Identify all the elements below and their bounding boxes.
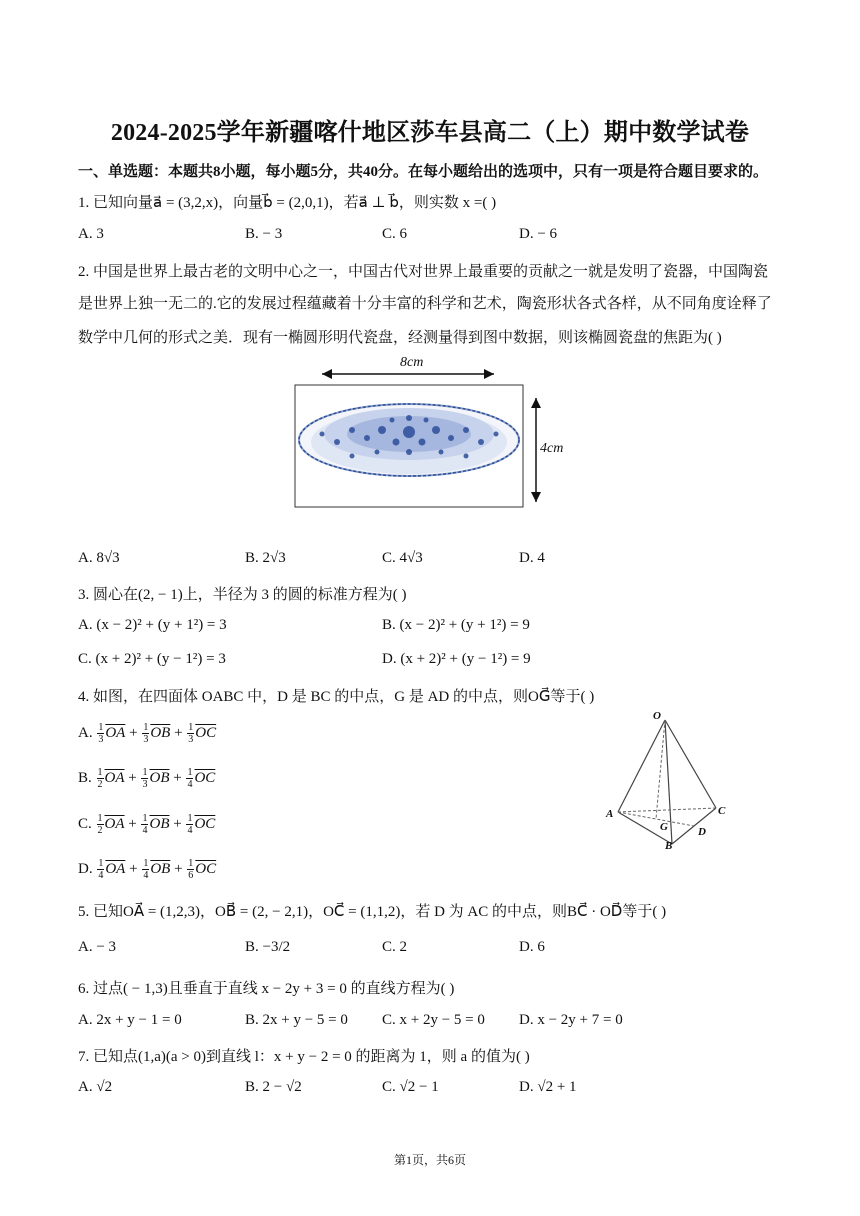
question-7-stem: 7. 已知点(1,a)(a > 0)到直线 l：x + y − 2 = 0 的距离为 1，则 a 的值为( ) [78, 1049, 530, 1065]
edge-OA [618, 720, 665, 812]
q4-option-d-label: D. [78, 860, 93, 877]
q1-option-d: D. − 6 [519, 226, 558, 242]
plate-svg [292, 352, 582, 512]
height-arrow-head-bottom [531, 492, 541, 502]
q4c-frac-2: $\frac{1}{4}$ [142, 813, 148, 836]
q4b-frac-3: $\frac{1}{4}$ [187, 767, 193, 790]
q4d-frac-3: $\frac{1}{6}$ [188, 858, 194, 881]
q4b-frac-1: $\frac{1}{2}$ [97, 767, 103, 790]
q7-option-b: B. 2 − √2 [245, 1079, 302, 1095]
q5-option-c: C. 2 [382, 939, 408, 955]
vertex-label-O: O [653, 710, 661, 722]
q2-option-d: D. 4 [519, 550, 545, 566]
q6-option-a: A. 2x + y − 1 = 0 [78, 1012, 182, 1028]
width-arrow-head-right [484, 369, 494, 379]
question-2-line-3: 数学中几何的形式之美．现有一椭圆形明代瓷盘，经测量得到图中数据，则该椭圆瓷盘的焦距为( ) [78, 330, 722, 346]
q3-option-d: D. (x + 2)² + (y − 1²) = 9 [382, 651, 531, 667]
question-2-line-1: 2. 中国是世界上最古老的文明中心之一，中国古代对世界上最重要的贡献之一就是发明了瓷器，中国陶瓷 [78, 264, 769, 280]
edge-AC-hidden [618, 808, 716, 812]
vertex-label-B: B [665, 840, 673, 852]
q1-option-b: B. − 3 [245, 226, 283, 242]
question-6-stem: 6. 过点( − 1,3)且垂直于直线 x − 2y + 3 = 0 的直线方程为( ) [78, 981, 455, 997]
width-label: 8cm [400, 355, 424, 370]
q3-option-a: A. (x − 2)² + (y + 1²) = 3 [78, 617, 227, 633]
q4-option-b-label: B. [78, 769, 92, 786]
height-label: 4cm [540, 441, 564, 456]
vertex-label-A: A [606, 808, 614, 820]
q3-option-b: B. (x − 2)² + (y + 1²) = 9 [382, 617, 530, 633]
question-1-stem: 1. 已知向量a⃗ = (3,2,x)，向量b⃗ = (2,0,1)，若a⃗ ⊥ b⃗，则实数 x =( ) [78, 195, 497, 211]
q6-option-d: D. x − 2y + 7 = 0 [519, 1012, 623, 1028]
q4a-frac-1: $\frac{1}{3}$ [98, 722, 104, 745]
q4a-frac-2: $\frac{1}{3}$ [143, 722, 149, 745]
q7-option-c: C. √2 − 1 [382, 1079, 439, 1095]
point-label-D: D [698, 826, 706, 838]
tetrahedron-figure [598, 708, 738, 858]
q4-option-b: B. $\frac{1}{2}$ $\overline{OA}$ + $\frac{1}{3}$ $\overline{OB}$ + $\frac{1}{4}$ $\overline{OC}$ [78, 767, 216, 790]
question-4-stem: 4. 如图，在四面体 OABC 中，D 是 BC 的中点，G 是 AD 的中点，则OG⃗等于( ) [78, 689, 595, 705]
q4c-frac-3: $\frac{1}{4}$ [187, 813, 193, 836]
q4d-frac-1: $\frac{1}{4}$ [98, 858, 104, 881]
q4-option-c: C. $\frac{1}{2}$ $\overline{OA}$ + $\frac{1}{4}$ $\overline{OB}$ + $\frac{1}{4}$ $\overline{OC}$ [78, 813, 216, 836]
q4a-frac-3: $\frac{1}{3}$ [188, 722, 194, 745]
q6-option-c: C. x + 2y − 5 = 0 [382, 1012, 485, 1028]
q1-option-a: A. 3 [78, 226, 104, 242]
q6-option-b: B. 2x + y − 5 = 0 [245, 1012, 348, 1028]
q5-option-d: D. 6 [519, 939, 545, 955]
q4-option-a-label: A. [78, 724, 93, 741]
q2-option-a: A. 8√3 [78, 550, 120, 566]
section-heading: 一、单选题：本题共8小题，每小题5分，共40分。在每小题给出的选项中，只有一项是符合题目要求的。 [78, 164, 769, 180]
q7-option-d: D. √2 + 1 [519, 1079, 577, 1095]
q4d-frac-2: $\frac{1}{4}$ [143, 858, 149, 881]
exam-title: 2024-2025学年新疆喀什地区莎车县高二（上）期中数学试卷 [110, 120, 750, 146]
q4-option-a: A. $\frac{1}{3}$ $\overline{OA}$ + $\frac{1}{3}$ $\overline{OB}$ + $\frac{1}{3}$ $\overline{OC}$ [78, 722, 217, 745]
edge-OC [665, 720, 716, 808]
q5-option-b: B. −3/2 [245, 939, 291, 955]
q4-option-c-label: C. [78, 815, 92, 832]
question-2-line-2: 是世界上独一无二的.它的发展过程蕴藏着十分丰富的科学和艺术，陶瓷形状各式各样，从不同角度诠释了 [78, 296, 772, 312]
tetrahedron-svg [598, 708, 738, 858]
q3-option-c: C. (x + 2)² + (y − 1²) = 3 [78, 651, 226, 667]
q4b-frac-2: $\frac{1}{3}$ [142, 767, 148, 790]
vertex-label-C: C [718, 805, 726, 817]
q2-option-b: B. 2√3 [245, 550, 286, 566]
q7-option-a: A. √2 [78, 1079, 113, 1095]
height-arrow-head-top [531, 398, 541, 408]
q4-option-d: D. $\frac{1}{4}$ $\overline{OA}$ + $\frac{1}{4}$ $\overline{OB}$ + $\frac{1}{6}$ $\overline{OC}$ [78, 858, 217, 881]
q1-option-c: C. 6 [382, 226, 408, 242]
width-arrow-head-left [322, 369, 332, 379]
question-3-stem: 3. 圆心在(2, − 1)上，半径为 3 的圆的标准方程为( ) [78, 587, 407, 603]
page-footer: 第1页，共6页 [393, 1153, 466, 1167]
q5-option-a: A. − 3 [78, 939, 117, 955]
q2-option-c: C. 4√3 [382, 550, 423, 566]
plate-figure [292, 352, 582, 512]
point-label-G: G [660, 821, 668, 833]
question-5-stem: 5. 已知OA⃗ = (1,2,3)，OB⃗ = (2, − 2,1)，OC⃗ = (1,1,2)，若 D 为 AC 的中点，则BC⃗ · OD⃗等于( ) [78, 904, 667, 920]
q4c-frac-1: $\frac{1}{2}$ [97, 813, 103, 836]
